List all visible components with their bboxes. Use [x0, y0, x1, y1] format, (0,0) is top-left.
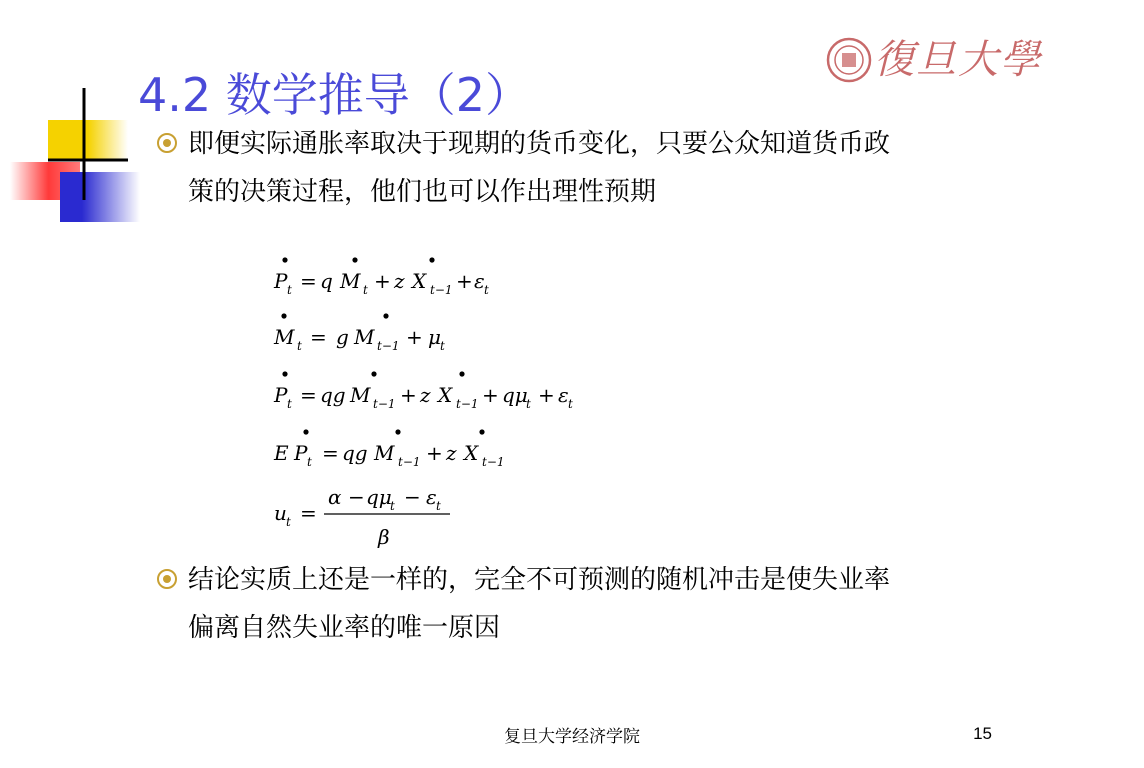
svg-text:+: + [538, 383, 555, 407]
corner-decoration [0, 80, 140, 230]
svg-text:=: = [300, 383, 317, 407]
equation-2 [273, 313, 445, 353]
svg-text:t: t [363, 283, 368, 297]
svg-text:X: X [464, 441, 479, 465]
svg-text:α: α [328, 485, 342, 509]
svg-text:+: + [400, 383, 417, 407]
svg-text:t: t [436, 499, 441, 513]
equation-5 [274, 485, 450, 549]
svg-text:M: M [350, 383, 371, 407]
svg-text:t: t [297, 339, 302, 353]
svg-text:M: M [340, 269, 361, 293]
svg-text:X: X [412, 269, 427, 293]
svg-text:=: = [300, 269, 317, 293]
svg-text:+: + [374, 269, 391, 293]
svg-text:t: t [390, 499, 395, 513]
slide-title: 4.2 数学推导（2） [138, 68, 532, 122]
svg-text:M: M [374, 441, 395, 465]
svg-text:t−1: t−1 [482, 455, 505, 469]
svg-text:t−1: t−1 [398, 455, 421, 469]
svg-text:+: + [426, 441, 443, 465]
svg-text:M: M [354, 325, 375, 349]
svg-text:P: P [274, 269, 288, 293]
equation-block [270, 248, 610, 558]
svg-text:−: − [348, 485, 365, 509]
bullet-circle-icon [156, 568, 178, 590]
svg-text:z: z [394, 269, 405, 293]
svg-text:t−1: t−1 [430, 283, 453, 297]
svg-text:P: P [274, 383, 288, 407]
svg-text:qg: qg [342, 441, 368, 465]
svg-text:t: t [526, 397, 531, 411]
svg-text:+: + [456, 269, 473, 293]
svg-text:t: t [484, 283, 489, 297]
bullet-text: 即便实际通胀率取决于现期的货币变化，只要公众知道货币政策的决策过程，他们也可以作出理性预期 [188, 129, 891, 207]
svg-text:t−1: t−1 [373, 397, 396, 411]
svg-text:q: q [320, 269, 333, 293]
svg-text:qg: qg [320, 383, 346, 407]
svg-text:μ: μ [428, 325, 441, 349]
university-seal-icon [826, 34, 872, 86]
svg-text:t: t [287, 397, 292, 411]
svg-text:X: X [438, 383, 453, 407]
svg-text:t−1: t−1 [456, 397, 479, 411]
svg-text:M: M [274, 325, 295, 349]
svg-text:P: P [294, 441, 308, 465]
svg-text:t: t [440, 339, 445, 353]
svg-text:β: β [378, 525, 390, 549]
svg-text:t: t [568, 397, 573, 411]
svg-text:+: + [406, 325, 423, 349]
svg-text:qμ: qμ [366, 485, 392, 509]
svg-text:z: z [420, 383, 431, 407]
svg-text:u: u [274, 501, 287, 525]
university-logo-text: 復旦大學 [874, 37, 1042, 83]
svg-text:−: − [404, 485, 421, 509]
svg-text:ε: ε [558, 383, 569, 407]
bullet-text: 结论实质上还是一样的，完全不可预测的随机冲击是使失业率偏离自然失业率的唯一原因 [188, 565, 891, 643]
svg-text:ε: ε [474, 269, 485, 293]
svg-text:t−1: t−1 [377, 339, 400, 353]
svg-text:t: t [287, 283, 292, 297]
university-logo [826, 34, 1042, 90]
bullet-circle-icon [156, 132, 178, 154]
equation-3 [273, 371, 573, 411]
svg-text:=: = [310, 325, 327, 349]
svg-text:=: = [300, 501, 317, 525]
svg-text:=: = [322, 441, 339, 465]
svg-text:g: g [336, 325, 349, 349]
page-number: 15 [973, 724, 992, 743]
svg-text:z: z [446, 441, 457, 465]
svg-text:t: t [286, 515, 291, 529]
svg-text:+: + [482, 383, 499, 407]
equation-4 [273, 429, 505, 469]
equation-1 [273, 257, 489, 297]
svg-text:qμ: qμ [502, 383, 528, 407]
footer-institution: 复旦大学经济学院 [504, 727, 640, 747]
svg-text:ε: ε [426, 485, 437, 509]
svg-text:E: E [274, 441, 289, 465]
svg-text:t: t [307, 455, 312, 469]
